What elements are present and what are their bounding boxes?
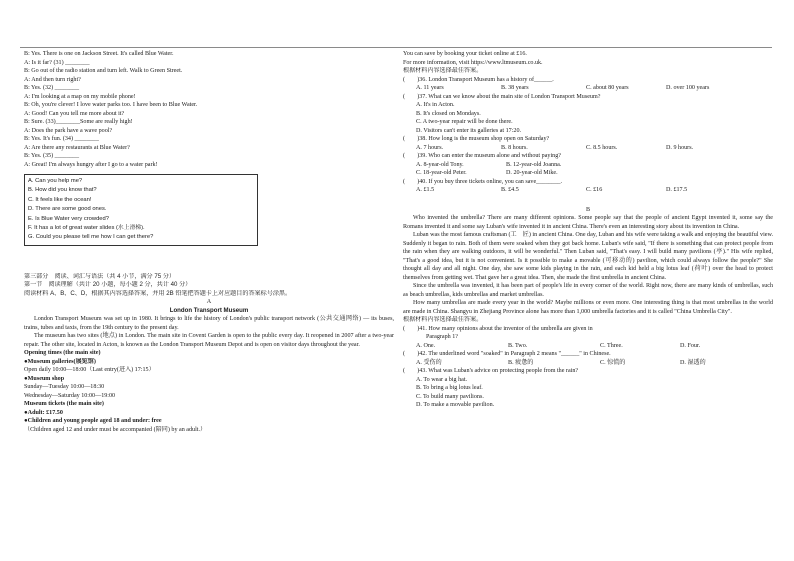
answer-option[interactable]: A. One. (416, 342, 436, 349)
answer-option[interactable]: C. 惊慌的 (600, 359, 626, 366)
dialogue-line: A: Good! Can you tell me more about it? (24, 110, 125, 117)
question-stem: ( )41. How many opinions about the inventor of the umbrella are given in (403, 325, 593, 332)
answer-option[interactable]: C. A two-year repair will be done there. (416, 119, 513, 125)
dialogue-line: B: Yes. It's fun. (34) ________ (24, 136, 99, 142)
question-instruction: 根据材料内容选择最佳答案。 (403, 316, 483, 323)
tickets-heading: Museum tickets (the main site) (24, 401, 104, 408)
section-instruction: 阅读材料 A、B、C、D，根据其内容选择答案，并用 2B 铅笔把答题卡上对应题目的答案标号涂黑。 (24, 289, 292, 297)
answer-option[interactable]: A. It's in Acton. (416, 102, 455, 108)
answer-option[interactable]: C. 18-year-old Peter. (416, 170, 467, 176)
option-item: C. It feels like the ocean! (28, 196, 92, 203)
option-item: A. Can you help me? (28, 178, 83, 184)
question-39 (403, 152, 773, 178)
more-info: For more information, visit https://www.ltmuseum.co.uk. (403, 59, 543, 66)
dialogue-line: A: I'm looking at a map on my mobile phone! (24, 93, 136, 100)
answer-option[interactable]: B. It's closed on Mondays. (416, 110, 481, 117)
galleries-heading: ●Museum galleries(展览馆) (24, 358, 96, 365)
answer-option[interactable]: C. £16 (586, 187, 603, 193)
question-42 (403, 350, 773, 367)
children-note: （Children aged 12 and under must be accompanied (陪同) by an adult.） (24, 426, 207, 433)
answer-option[interactable]: B. 12-year-old Joanna. (506, 161, 562, 168)
answer-option[interactable]: B. 8 hours. (501, 144, 528, 151)
article-paragraph: The museum has two sites (地点) in London. The main site in Covent Garden is open to the public every day. It reopened in 2007 after a two-year repair. The other site, located in Acton, is known as the London Transport Museum Depot and is open on visitor days throughout the year. (24, 333, 394, 348)
question-stem: ( )39. Who can enter the museum alone and without paying? (403, 153, 561, 159)
question-instruction: 根据材料内容选择最佳答案。 (403, 67, 483, 74)
dialogue-line: B: Sure. (33)________Some are really high! (24, 119, 133, 125)
option-item: F. It has a lot of great water slides (水上滑梯). (28, 224, 145, 231)
dialogue-line: A: And then turn right? (24, 76, 81, 83)
article-title: London Transport Museum (169, 306, 249, 314)
answer-option[interactable]: A. 11 years (416, 85, 444, 91)
answer-option[interactable]: D. Visitors can't enter its galleries at 17:20. (416, 127, 522, 134)
question-41 (403, 325, 773, 351)
article-paragraph: Since the umbrella was invented, it has been part of people's life in every corner of the world. Right now, there are many kinds of umbrellas, such as beach umbrellas, kids umbrellas and market umbrellas. (403, 283, 773, 298)
shop-hours: Wednesday—Saturday 10:00—19:00 (24, 392, 116, 399)
question-stem: ( )38. How long is the museum shop open on Saturday? (403, 136, 550, 142)
booking-note: You can save by booking your ticket online at £16. (403, 51, 527, 57)
answer-option[interactable]: C. 8.5 hours. (586, 144, 618, 151)
answer-option[interactable]: C. To build many pavilions. (416, 393, 484, 400)
adult-ticket: ●Adult: £17.50 (24, 409, 63, 416)
question-stem: ( )40. If you buy three tickets online, you can save________. (403, 178, 563, 185)
answer-option[interactable]: A. 受伤的 (416, 359, 442, 366)
answer-option[interactable]: B. 疲惫的 (508, 359, 534, 366)
question-stem: ( )36. London Transport Museum has a history of______. (403, 76, 554, 83)
header-rule (20, 47, 772, 48)
answer-option[interactable]: B. 38 years (501, 85, 529, 91)
answer-option[interactable]: B. Two. (508, 342, 528, 349)
dialogue-line: B: Go out of the radio station and turn left. Walk to Green Street. (24, 68, 183, 74)
answer-option[interactable]: D. 20-year-old Mike. (506, 170, 558, 176)
question-40 (403, 178, 773, 195)
dialogue-line: B: Yes. There is one on Jackson Street. It's called Blue Water. (24, 51, 174, 57)
shop-heading: ●Museum shop (24, 375, 65, 382)
question-stem: ( )42. The underlined word "soaked" in Paragraph 2 means "______" in Chinese. (403, 351, 611, 357)
subsection-title: 第一节 阅读理解（共计 20 小题，每小题 2 分，共计 40 分） (24, 281, 192, 289)
option-item: D. There are some good ones. (28, 206, 107, 213)
question-37 (403, 93, 773, 136)
answer-option[interactable]: D. 9 hours. (666, 144, 694, 151)
question-43 (403, 367, 773, 410)
dialogue (24, 50, 394, 169)
answer-option[interactable]: A. 7 hours. (416, 144, 444, 151)
shop-hours: Sunday—Tuesday 10:00—18:30 (24, 384, 105, 391)
option-item: G. Could you please tell me how I can get there? (28, 234, 154, 241)
answer-option[interactable]: C. Three. (600, 342, 623, 349)
question-stem-cont: Paragraph 1? (426, 334, 458, 340)
dialogue-line: A: Great! I'm always hungry after I go to a water park! (24, 161, 158, 168)
article-paragraph: London Transport Museum was set up in 1980. It brings to life the history of London's public transport network (公共交通网络) — its buses, trains, tubes and taxis, from the 19th century to the present day. (24, 316, 394, 331)
article-paragraph: Who invented the umbrella? There are many different opinions. Some people say that the people of ancient Egypt invented it, some say the Romans invented it and some say Luban's wife invented it in ancient China. There's even an interesting story about its invention in China. (403, 215, 773, 230)
answer-option[interactable]: D. To make a movable pavilion. (416, 402, 495, 408)
option-item: B. How did you know that? (28, 187, 97, 194)
passage-letter-a: A (206, 299, 212, 306)
dialogue-line: B: Oh, you're clever! I love water parks too. I have been to Blue Water. (24, 102, 198, 108)
option-item: E. Is Blue Water very crowded? (28, 215, 109, 222)
dialogue-line: A: Are there any restaurants at Blue Water? (24, 144, 130, 151)
answer-option[interactable]: A. £1.5 (416, 187, 435, 193)
question-stem: ( )37. What can we know about the main site of London Transport Museum? (403, 93, 601, 100)
question-38 (403, 135, 773, 152)
right-column (403, 50, 773, 410)
question-36 (403, 76, 773, 93)
left-column (24, 50, 394, 434)
answer-option[interactable]: A. 8-year-old Tony. (416, 161, 464, 168)
answer-option[interactable]: D. 湿透的 (680, 359, 706, 366)
answer-option[interactable]: D. Four. (680, 342, 701, 349)
passage-letter-b: B (585, 206, 591, 213)
dialogue-line: A: Is it far? (31) ________ (24, 59, 90, 66)
galleries-hours: Open daily 10:00—18:00（Last entry(进入) 17:15） (24, 367, 155, 374)
answer-option[interactable]: D. £17.5 (666, 187, 688, 193)
answer-option[interactable]: D. over 100 years (666, 85, 710, 91)
dialogue-line: B: Yes. (32) ________ (24, 85, 80, 91)
options-box (24, 174, 258, 246)
answer-option[interactable]: A. To wear a big hat. (416, 376, 468, 383)
answer-option[interactable]: C. about 80 years (586, 85, 629, 91)
question-stem: ( )43. What was Luban's advice on protecting people from the rain? (403, 368, 579, 374)
section-title: 第三部分 阅读、词汇与语法（共 4 小节，满分 75 分） (24, 272, 176, 280)
answer-option[interactable]: B. £4.5 (501, 187, 519, 193)
answer-option[interactable]: B. To bring a big lotus leaf. (416, 385, 483, 391)
article-paragraph: Luban was the most famous craftsman (工 匠) in ancient China. One day, Luban and his wife were taking a walk and enjoying the beautiful view. Suddenly it began to rain. Both of them were soaked when they got back home. Luban's wife said, "If there is something that can protect people from the rain when they are walking outdoors, it will be wonderful." Then Luban said, "That's easy. I will build many pavilions (亭)." His wife replied, "That's a good idea, but it is not convenient. Is it possible to make a movable (可移动的) pavilion, which could always follow the people?" She thought all day and all night. One day, she saw some kids playing in the rain, and each kid held a big lotus leaf (荷叶) over the head to protect themselves from getting wet. That gave her a great idea. Then, she made the first umbrella in ancient China. (403, 232, 773, 281)
children-ticket: ●Children and young people aged 18 and under: free (24, 418, 162, 425)
dialogue-line: A: Does the park have a wave pool? (24, 127, 113, 134)
opening-times-heading: Opening times (the main site) (24, 350, 101, 357)
article-paragraph: How many umbrellas are made every year in the world? Maybe millions or even more. One interesting thing is that most umbrellas in the world are made in China. Shangyu in Zhejiang Province alone has more than 1,000 umbrella factories and it is called "China Umbrella City". (403, 300, 773, 315)
dialogue-line: B: Yes. (35) ________ (24, 153, 80, 159)
